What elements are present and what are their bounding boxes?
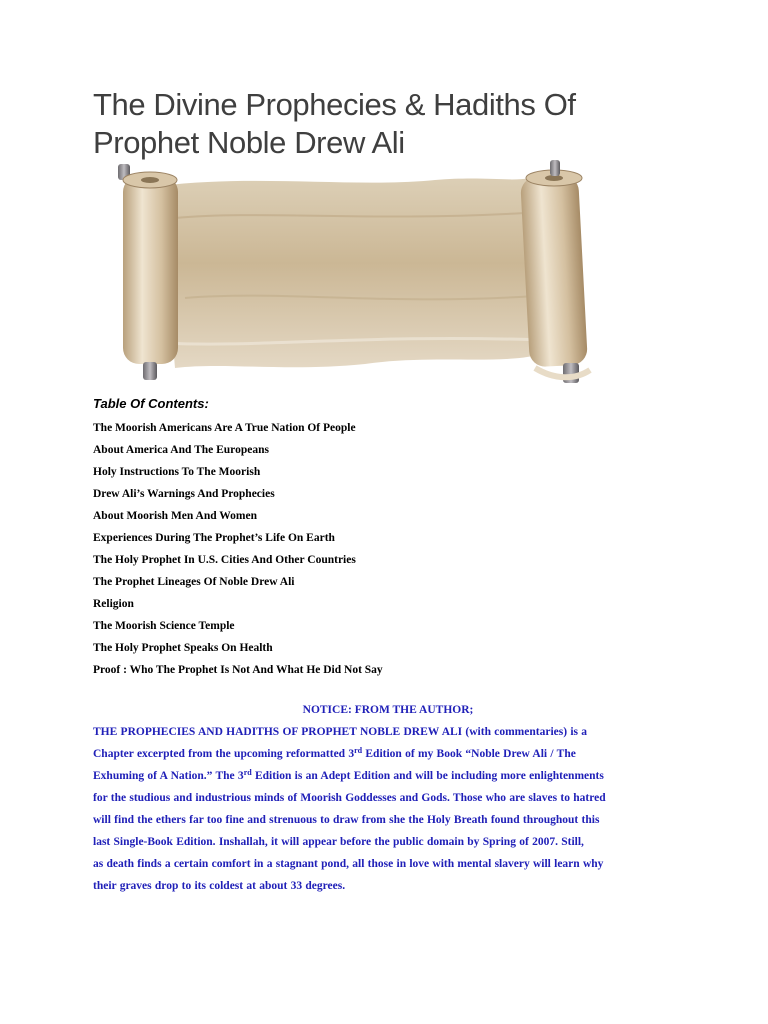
toc-item: About Moorish Men And Women — [93, 510, 258, 522]
notice-line: their graves drop to its coldest at about 33 degrees. — [93, 880, 346, 892]
notice-line — [93, 743, 683, 765]
toc-item: Drew Ali’s Warnings And Prophecies — [93, 488, 275, 500]
toc-item: The Moorish Americans Are A True Nation Of People — [93, 422, 356, 434]
parchment-scroll-icon — [105, 158, 625, 386]
notice-text: Edition of my Book “Noble Drew Ali / The — [362, 748, 576, 760]
notice-line — [93, 765, 683, 787]
toc-item: Proof : Who The Prophet Is Not And What He Did Not Say — [93, 664, 383, 676]
notice-line: for the studious and industrious minds of Moorish Goddesses and Gods. Those who are slaves to hatred — [93, 792, 606, 804]
toc-item: The Moorish Science Temple — [93, 620, 235, 632]
toc-item: The Holy Prophet Speaks On Health — [93, 642, 273, 654]
toc-item: The Prophet Lineages Of Noble Drew Ali — [93, 576, 295, 588]
toc-item: Religion — [93, 598, 134, 610]
ordinal-suffix: rd — [243, 768, 252, 777]
toc-item: About America And The Europeans — [93, 444, 269, 456]
ordinal-suffix: rd — [354, 746, 363, 755]
notice-text: Edition is an Adept Edition and will be including more enlightenments — [251, 770, 604, 782]
table-of-contents — [93, 395, 733, 681]
toc-item: Holy Instructions To The Moorish — [93, 466, 261, 478]
toc-heading: Table Of Contents: — [93, 396, 209, 411]
notice-text: Exhuming of A Nation.” The 3 — [93, 770, 244, 782]
document-title — [93, 86, 733, 162]
notice-line: THE PROPHECIES AND HADITHS OF PROPHET NOBLE DREW ALI (with commentaries) is a — [93, 726, 588, 738]
title-line: The Divine Prophecies & Hadiths Of — [93, 87, 576, 122]
notice-heading: NOTICE: FROM THE AUTHOR; — [302, 704, 474, 716]
toc-item: Experiences During The Prophet’s Life On Earth — [93, 532, 335, 544]
notice-text: Chapter excerpted from the upcoming reformatted 3 — [93, 748, 355, 760]
notice-line: as death finds a certain comfort in a stagnant pond, all those in love with mental slavery will learn why — [93, 858, 604, 870]
notice-line: last Single-Book Edition. Inshallah, it will appear before the public domain by Spring of 2007. Still, — [93, 836, 584, 848]
author-notice — [93, 699, 683, 897]
toc-item: The Holy Prophet In U.S. Cities And Other Countries — [93, 554, 356, 566]
notice-line: will find the ethers far too fine and strenuous to draw from she the Holy Breath found throughout this — [93, 814, 600, 826]
toc-list — [93, 417, 733, 681]
title-line: Prophet Noble Drew Ali — [93, 125, 405, 160]
